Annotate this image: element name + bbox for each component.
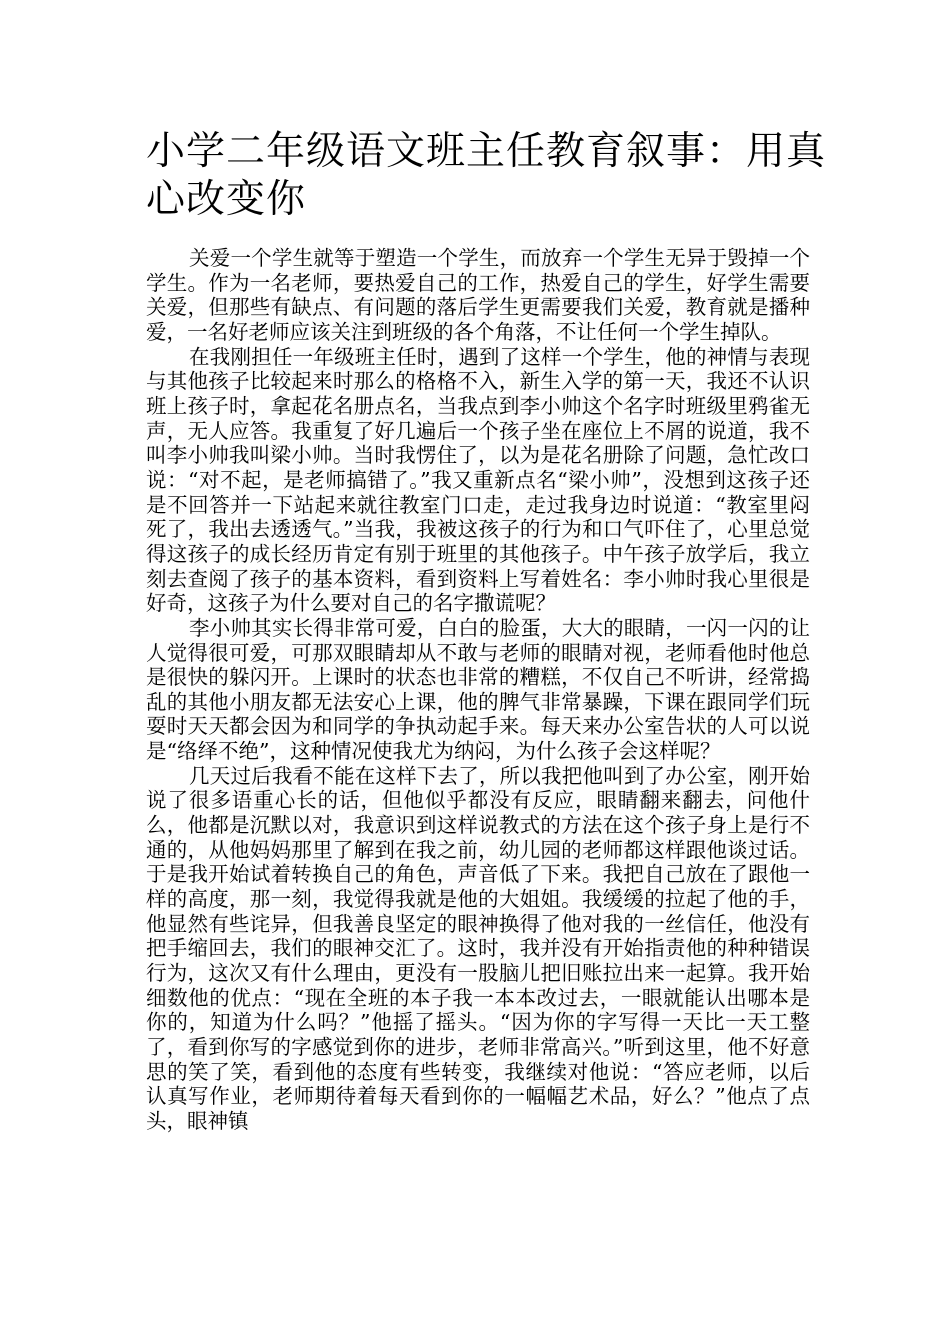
paragraph-2: 在我刚担任一年级班主任时，遇到了这样一个学生，他的神情与表现与其他孩子比较起来时那么的格格不入，新生入学的第一天，我还不认识班上孩子时，拿起花名册点名，当我点到李小帅这个名字时班级里鸦雀无声，无人应答。我重复了好几遍后一个孩子坐在座位上不屑的说道，我不叫李小帅我叫梁小帅。当时我愣住了，以为是花名册除了问题，急忙改口说：“对不起，是老师搞错了。”我又重新点名“梁小帅”，没想到这孩子还是不回答并一下站起来就往教室门口走，走过我身边时说道：“教室里闷死了，我出去透透气。”当我，我被这孩子的行为和口气吓住了，心里总觉得这孩子的成长经历肯定有别于班里的其他孩子。中午孩子放学后，我立刻去查阅了孩子的基本资料，看到资料上写着姓名：李小帅时我心里很是好奇，这孩子为什么要对自己的名字撒谎呢？ [146, 344, 810, 616]
paragraph-4: 几天过后我看不能在这样下去了，所以我把他叫到了办公室，刚开始说了很多语重心长的话，但他似乎都没有反应，眼睛翻来翻去，问他什么，他都是沉默以对，我意识到这样说教式的方法在这个孩子身上是行不通的，从他妈妈那里了解到在我之前，幼儿园的老师都这样跟他谈过话。于是我开始试着转换自己的角色，声音低了下来。我把自己放在了跟他一样的高度，那一刻，我觉得我就是他的大姐姐。我缓缓的拉起了他的手，他显然有些诧异，但我善良坚定的眼神换得了他对我的一丝信任，他没有把手缩回去，我们的眼神交汇了。这时，我并没有开始指责他的种种错误行为，这次又有什么理由，更没有一股脑儿把旧账拉出来一起算。我开始细数他的优点：“现在全班的本子我一本本改过去，一眼就能认出哪本是你的，知道为什么吗？”他摇了摇头。“因为你的字写得一天比一天工整了，看到你写的字感觉到你的进步，老师非常高兴。”听到这里，他不好意思的笑了笑，看到他的态度有些转变，我继续对他说：“答应老师，以后认真写作业，老师期待着每天看到你的一幅幅艺术品，好么？”他点了点头，眼神镇 [146, 763, 810, 1133]
document-title: 小学二年级语文班主任教育叙事：用真心改变你 [146, 129, 827, 222]
paragraph-1: 关爱一个学生就等于塑造一个学生，而放弃一个学生无异于毁掉一个学生。作为一名老师，要热爱自己的工作，热爱自己的学生，好学生需要关爱，但那些有缺点、有问题的落后学生更需要我们关爱，教育就是播种爱，一名好老师应该关注到班级的各个角落，不让任何一个学生掉队。 [146, 246, 810, 344]
paragraph-3: 李小帅其实长得非常可爱，白白的脸蛋，大大的眼睛，一闪一闪的让人觉得很可爱，可那双眼睛却从不敢与老师的眼睛对视，老师看他时他总是很快的躲闪开。上课时的状态也非常的糟糕，不仅自己不听讲，经常捣乱的其他小朋友都无法安心上课，他的脾气非常暴躁，下课在跟同学们玩耍时天天都会因为和同学的争执动起手来。每天来办公室告状的人可以说是“络绎不绝”，这种情况使我尤为纳闷，为什么孩子会这样呢？ [146, 615, 810, 764]
document-body [146, 246, 810, 1134]
